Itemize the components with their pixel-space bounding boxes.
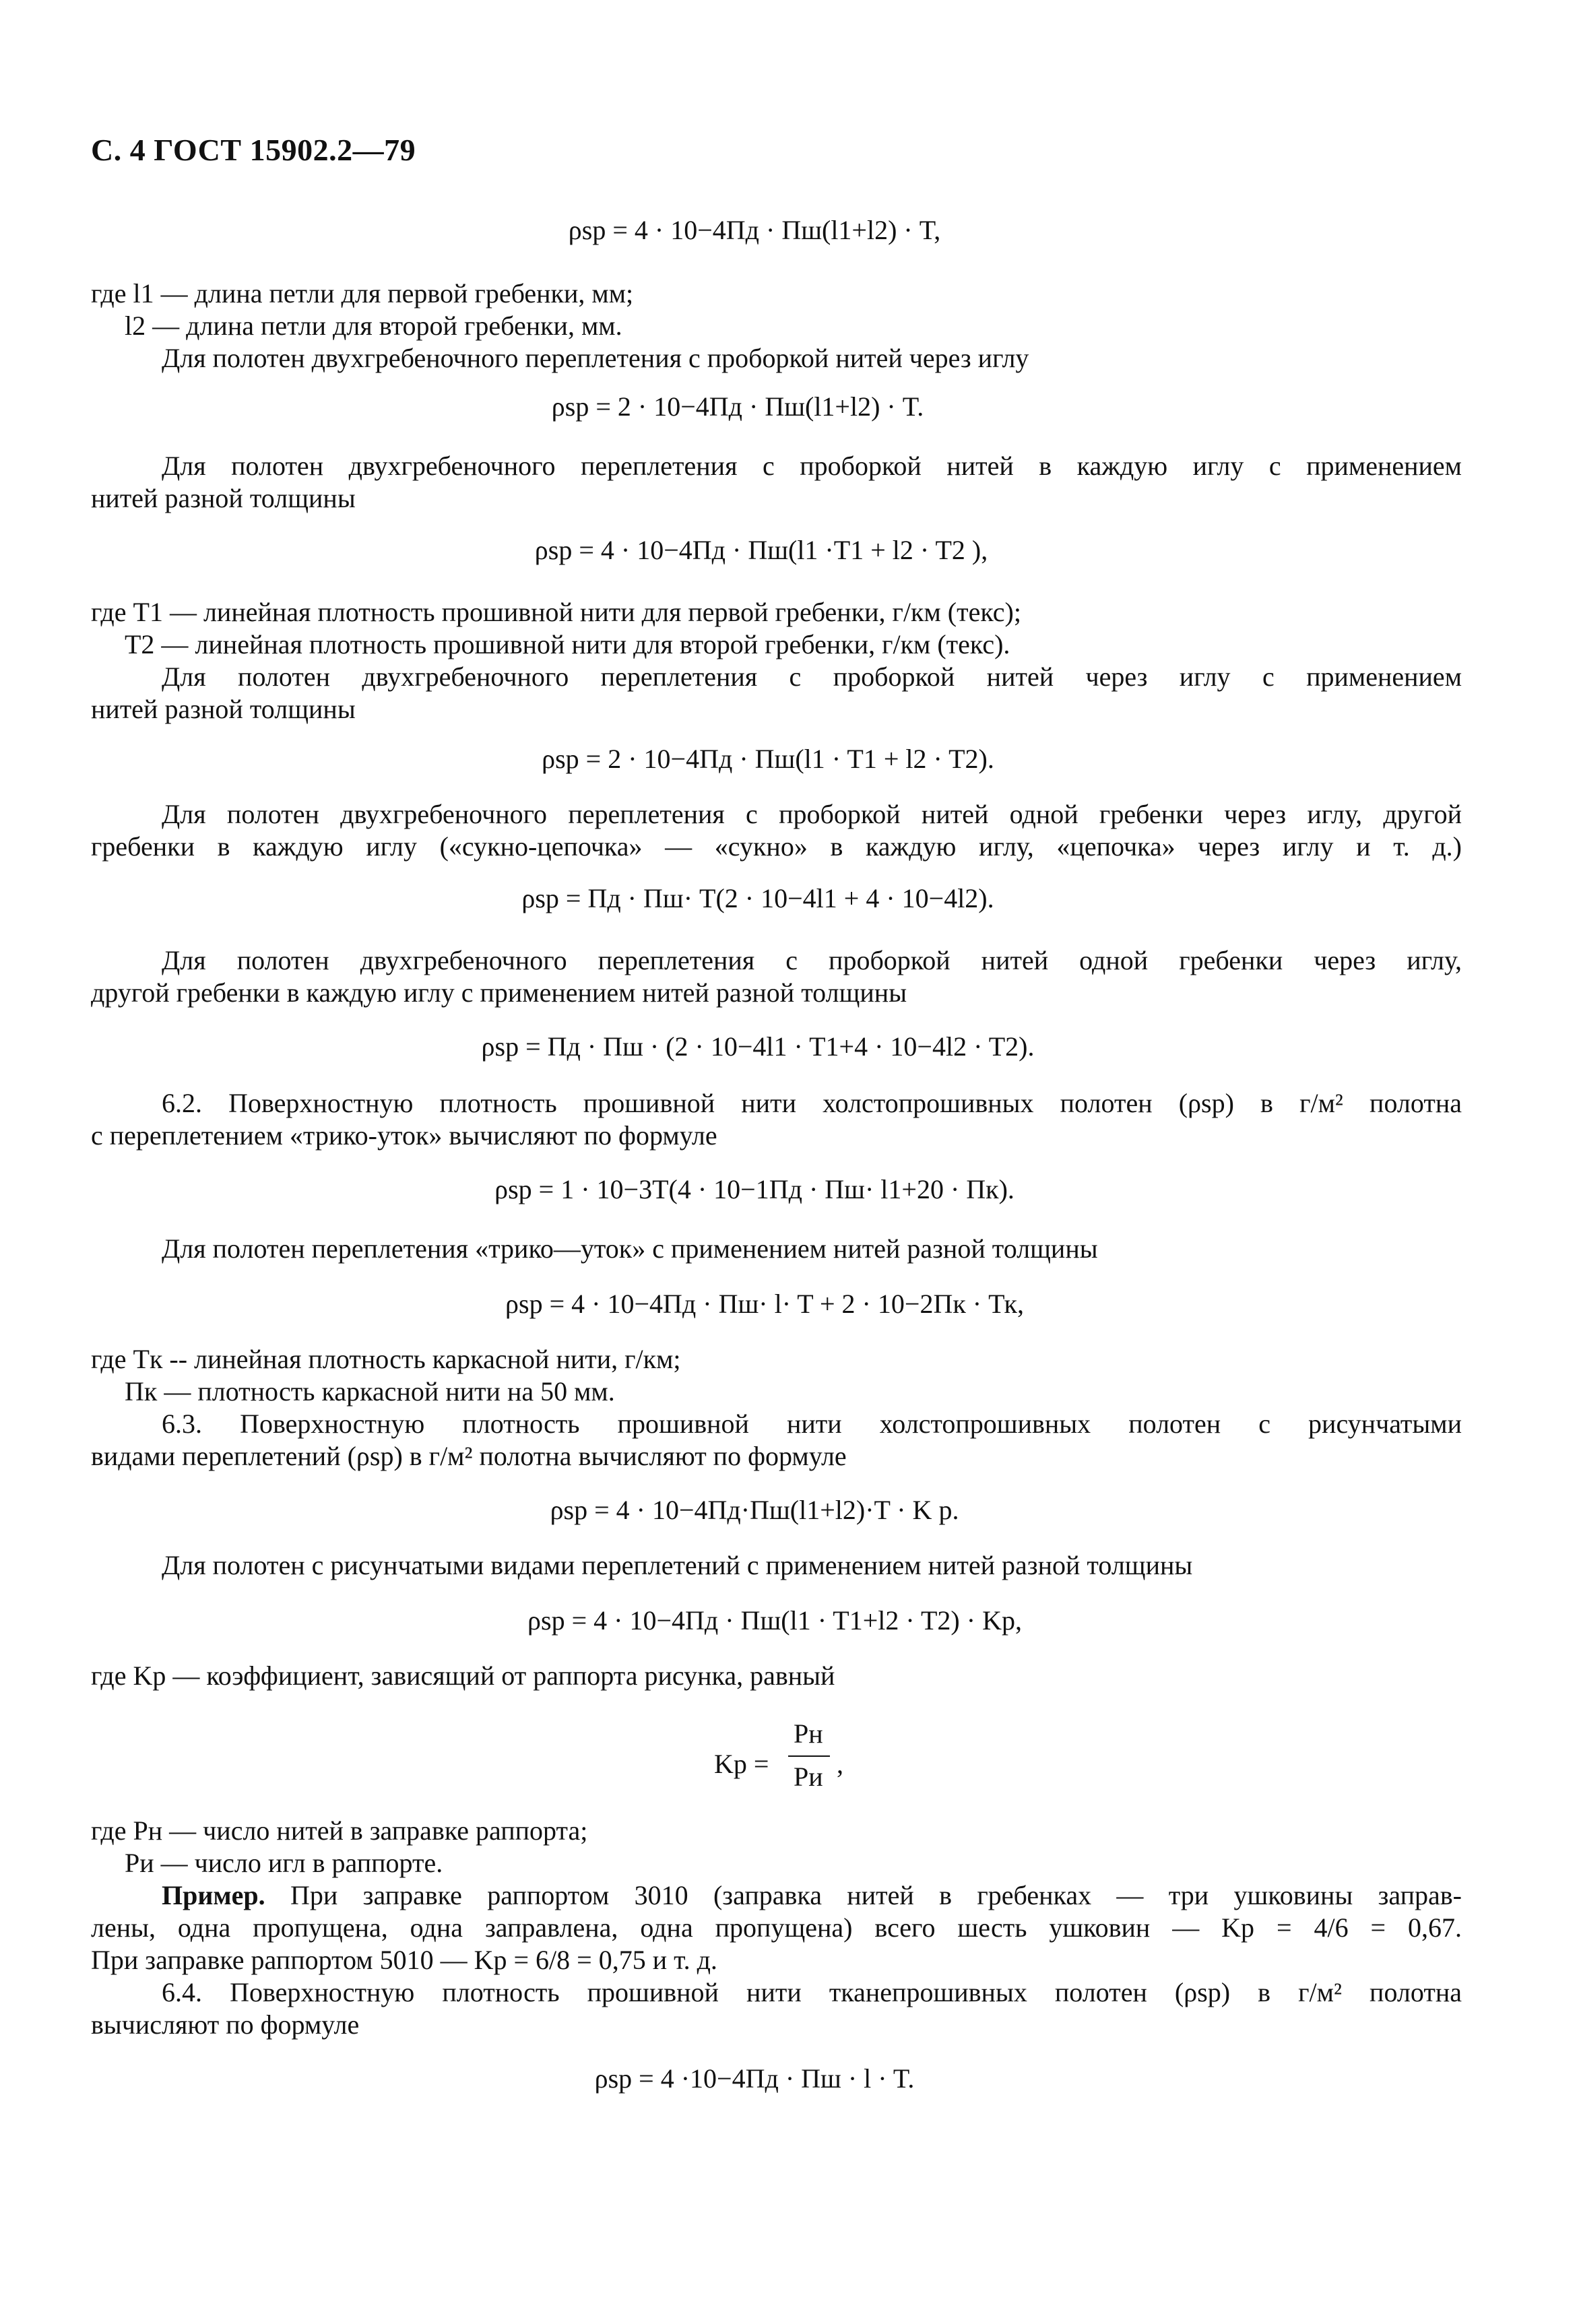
formula-4: ρsp = 2 · 10−4Пд · Пш(l1 · T1 + l2 · T2).	[542, 744, 994, 774]
example-line	[162, 1879, 1462, 1912]
example-label: Пример.	[162, 1880, 265, 1910]
text-line: где Kр — коэффициент, зависящий от раппорта рисунка, равный	[91, 1660, 835, 1691]
text-line: T2 — линейная плотность прошивной нити для второй гребенки, г/км (текс).	[125, 629, 1010, 659]
fraction-numerator: Pн	[794, 1718, 823, 1749]
formula-2: ρsp = 2 · 10−4Пд · Пш(l1+l2) · T.	[551, 391, 924, 422]
text-line: где l1 — длина петли для первой гребенки, мм;	[91, 278, 634, 309]
paragraph-line: другой гребенки в каждую иглу с применением нитей разной толщины	[91, 977, 907, 1008]
fraction-bar	[788, 1755, 830, 1757]
text-line: l2 — длина петли для второй гребенки, мм.	[125, 311, 622, 341]
example-line: лены, одна пропущена, одна заправлена, одна пропущена) всего шесть ушковин — Kр = 4/6 = 0,67.	[91, 1912, 1462, 1943]
paragraph-line: гребенки в каждую иглу («сукно-цепочка» — «сукно» в каждую иглу, «цепочка» через иглу и т. д.)	[91, 831, 1462, 862]
text-line: Для полотен двухгребеночного переплетения с проборкой нитей через иглу	[162, 343, 1029, 373]
section-6-4-cont: вычисляют по формуле	[91, 2009, 360, 2040]
text-line: Для полотен переплетения «трико—уток» с применением нитей разной толщины	[162, 1233, 1098, 1264]
fraction-denominator: Pи	[794, 1762, 823, 1792]
formula-kp-fraction	[714, 1718, 869, 1812]
formula-12: ρsp = 4 ·10−4Пд · Пш · l · T.	[594, 2063, 915, 2094]
formula-7: ρsp = 1 · 10−3T(4 · 10−1Пд · Пш· l1+20 · Пк).	[494, 1174, 1014, 1204]
section-6-3: 6.3. Поверхностную плотность прошивной нити холстопрошивных полотен с рисунчатыми	[162, 1409, 1462, 1439]
section-6-4: 6.4. Поверхностную плотность прошивной нити тканепрошивных полотен (ρsp) в г/м² полотна	[162, 1977, 1462, 2007]
paragraph-line: Для полотен двухгребеночного переплетения с проборкой нитей в каждую иглу с применением	[162, 451, 1462, 481]
fraction-comma: ,	[837, 1749, 843, 1779]
text-line: Pи — число игл в раппорте.	[125, 1848, 443, 1878]
formula-1: ρsp = 4 · 10−4Пд · Пш(l1+l2) · T,	[568, 215, 941, 245]
example-text: При заправке раппортом 3010 (заправка нитей в гребенках — три ушковины заправ-	[290, 1880, 1462, 1910]
formula-10: ρsp = 4 · 10−4Пд · Пш(l1 · T1+l2 · T2) · Kр,	[527, 1605, 1022, 1636]
text-line: где Pн — число нитей в заправке раппорта;	[91, 1815, 588, 1846]
paragraph-line: Для полотен двухгребеночного переплетения с проборкой нитей одной гребенки через иглу, другой	[162, 799, 1462, 829]
formula-6: ρsp = Пд · Пш · (2 · 10−4l1 · T1+4 · 10−4l2 · T2).	[481, 1031, 1035, 1062]
text-line: Пк — плотность каркасной нити на 50 мм.	[125, 1376, 615, 1407]
section-6-2: 6.2. Поверхностную плотность прошивной нити холстопрошивных полотен (ρsp) в г/м² полотна	[162, 1088, 1462, 1118]
formula-9: ρsp = 4 · 10−4Пд·Пш(l1+l2)·T · K р.	[550, 1495, 959, 1525]
paragraph-line: Для полотен двухгребеночного переплетения с проборкой нитей через иглу с применением	[162, 661, 1462, 692]
section-6-2-cont: с переплетением «трико-уток» вычисляют по формуле	[91, 1120, 717, 1151]
text-line: где T1 — линейная плотность прошивной нити для первой гребенки, г/км (текс);	[91, 597, 1021, 627]
paragraph-line: нитей разной толщины	[91, 483, 356, 513]
formula-8: ρsp = 4 · 10−4Пд · Пш· l· T + 2 · 10−2Пк · Тк,	[505, 1289, 1024, 1319]
section-6-3-cont: видами переплетений (ρsp) в г/м² полотна вычисляют по формуле	[91, 1441, 847, 1471]
page-header: С. 4 ГОСТ 15902.2—79	[91, 133, 416, 167]
text-line: Для полотен с рисунчатыми видами переплетений с применением нитей разной толщины	[162, 1550, 1193, 1580]
formula-5: ρsp = Пд · Пш· T(2 · 10−4l1 + 4 · 10−4l2).	[521, 883, 994, 913]
fraction-lhs: Kр =	[714, 1749, 769, 1779]
paragraph-line: Для полотен двухгребеночного переплетения с проборкой нитей одной гребенки через иглу,	[162, 945, 1462, 975]
example-line: При заправке раппортом 5010 — Kр = 6/8 = 0,75 и т. д.	[91, 1945, 717, 1975]
text-line: где Tк -- линейная плотность каркасной нити, г/км;	[91, 1344, 681, 1374]
paragraph-line: нитей разной толщины	[91, 694, 356, 724]
formula-3: ρsp = 4 · 10−4Пд · Пш(l1 ·T1 + l2 · T2 ),	[534, 535, 988, 565]
